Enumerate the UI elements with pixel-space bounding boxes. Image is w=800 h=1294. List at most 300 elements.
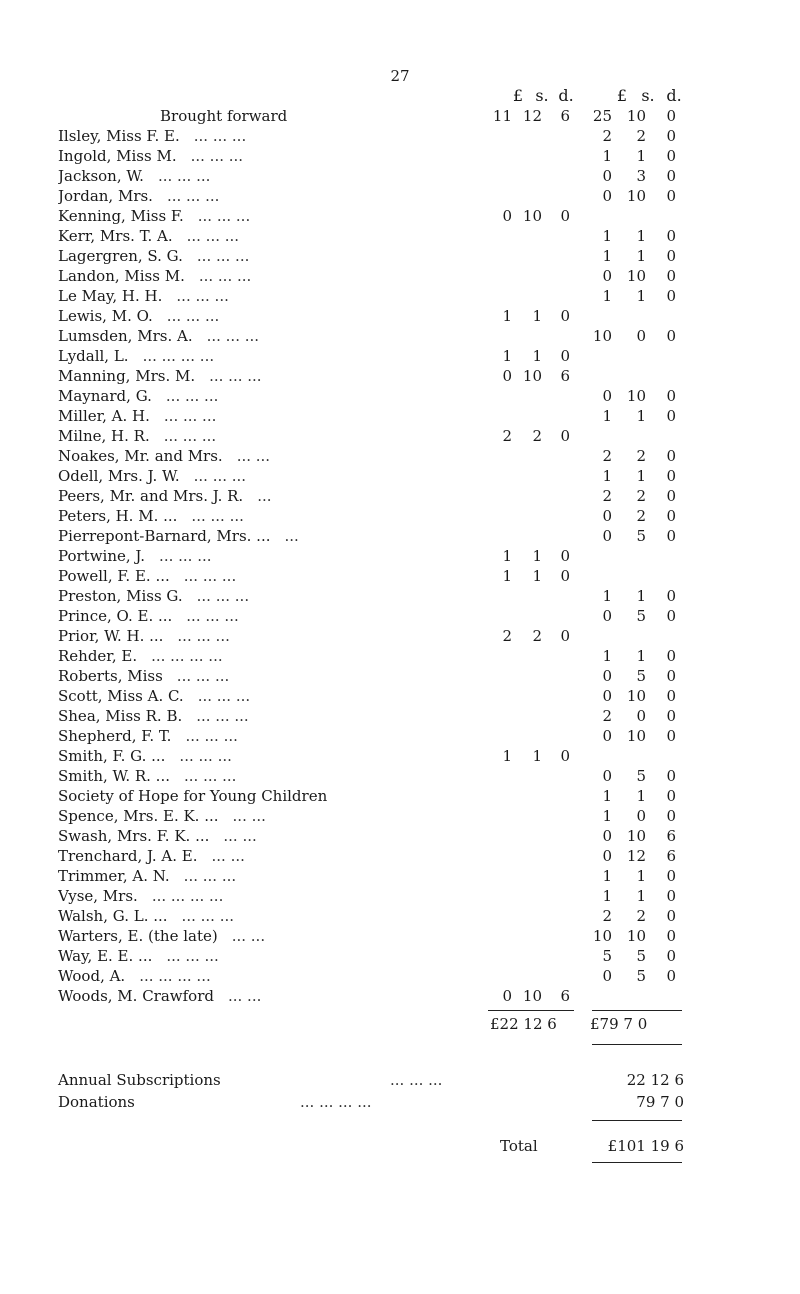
leader-dots: ... ... ... ...: [151, 647, 223, 665]
amount-c2-pence: 0: [666, 247, 676, 265]
subscriber-name: [58, 306, 598, 326]
amount-c2-shillings: 1: [636, 787, 646, 805]
amount-c2-shillings: 3: [636, 167, 646, 185]
subscriber-name-text: Prince, O. E. ...: [58, 607, 173, 625]
amount-c2-shillings: 1: [636, 247, 646, 265]
subscriber-name: [58, 326, 598, 346]
amount-c1-pence: 6: [560, 987, 570, 1005]
amount-c2-pounds: 1: [602, 867, 612, 885]
amount-c2-pounds: 1: [602, 227, 612, 245]
amount-c1-pounds: 1: [502, 567, 512, 585]
amount-c2-pence: 0: [666, 507, 676, 525]
amount-c1-shillings: 10: [522, 987, 542, 1005]
amount-c1-shillings: 1: [532, 567, 542, 585]
bf-pounds-1: 11: [492, 107, 512, 125]
leader-dots: ... ... ...: [191, 507, 244, 525]
amount-c2-pence: 0: [666, 887, 676, 905]
subscriber-row: [0, 226, 800, 246]
subscriber-row: [0, 786, 800, 806]
subscriber-name: [58, 746, 598, 766]
subscriber-name: [58, 806, 598, 826]
subscriber-name-text: Lagergren, S. G.: [58, 247, 183, 265]
subscriber-name: [58, 786, 598, 806]
subscriber-name: [58, 466, 598, 486]
subscriber-name: [58, 566, 598, 586]
amount-c2-shillings: 1: [636, 867, 646, 885]
subscriber-name-text: Smith, F. G. ...: [58, 747, 166, 765]
subscriber-row: [0, 746, 800, 766]
leader-dots: ... ... ...: [163, 427, 217, 445]
subscriber-name-text: Jordan, Mrs.: [58, 187, 153, 205]
subscriber-name-text: Rehder, E.: [58, 647, 138, 665]
leader-dots: ... ... ... ...: [142, 347, 215, 365]
subscriber-name: [58, 586, 598, 606]
amount-c2-pence: 0: [666, 327, 676, 345]
amount-c1-shillings: 2: [532, 627, 542, 645]
bf-pence-2: 0: [666, 107, 676, 125]
subscriber-name-text: Warters, E. (the late): [58, 927, 218, 945]
amount-c2-pounds: 1: [602, 587, 612, 605]
amount-c2-pence: 6: [666, 827, 676, 845]
summary-dots-subscriptions: ... ... ...: [390, 1071, 443, 1089]
amount-c1-pounds: 0: [502, 987, 512, 1005]
subscriber-name-text: Noakes, Mr. and Mrs.: [58, 447, 223, 465]
leader-dots: ... ...: [211, 847, 245, 865]
subscriber-name: [58, 186, 598, 206]
amount-c2-pounds: 1: [602, 287, 612, 305]
subscriber-row: [0, 446, 800, 466]
subscriber-name-text: Spence, Mrs. E. K. ...: [58, 807, 219, 825]
amount-c1-pence: 0: [560, 747, 570, 765]
header-pounds-2: £: [616, 86, 628, 105]
leader-dots: ... ... ...: [190, 147, 244, 165]
summary-amount-donations: 79 7 0: [636, 1093, 684, 1111]
leader-dots: ... ... ...: [193, 127, 247, 145]
amount-c1-pounds: 2: [502, 427, 512, 445]
amount-c2-pounds: 10: [592, 927, 612, 945]
amount-c1-shillings: 10: [522, 207, 542, 225]
subscriber-name-text: Preston, Miss G.: [58, 587, 183, 605]
amount-c2-pence: 6: [666, 847, 676, 865]
amount-c2-shillings: 1: [636, 147, 646, 165]
amount-c2-pence: 0: [666, 807, 676, 825]
subscriber-name: [58, 226, 598, 246]
amount-c2-shillings: 5: [636, 947, 646, 965]
amount-c1-pence: 0: [560, 347, 570, 365]
subscriber-row: [0, 246, 800, 266]
leader-dots: ... ... ...: [185, 727, 238, 745]
subscriber-name: [58, 606, 598, 626]
amount-c2-shillings: 1: [636, 467, 646, 485]
subscriber-name: [58, 166, 598, 186]
amount-c2-pence: 0: [666, 967, 676, 985]
subscriber-name-text: Society of Hope for Young Children: [58, 787, 328, 805]
bf-shillings-1: 12: [522, 107, 542, 125]
amount-c2-pounds: 0: [602, 387, 612, 405]
subscriber-name: [58, 146, 598, 166]
amount-c2-pence: 0: [666, 447, 676, 465]
subscriber-row: [0, 506, 800, 526]
subscriber-name: [58, 246, 598, 266]
bf-shillings-2: 10: [626, 107, 646, 125]
subscriber-name: [58, 706, 598, 726]
subscriber-row: [0, 546, 800, 566]
subscriber-name: [58, 926, 598, 946]
amount-c2-pence: 0: [666, 947, 676, 965]
subscriber-name: [58, 646, 598, 666]
amount-c2-shillings: 5: [636, 607, 646, 625]
amount-c1-pounds: 1: [502, 347, 512, 365]
amount-c2-pounds: 0: [602, 687, 612, 705]
amount-c2-pounds: 1: [602, 247, 612, 265]
subscriber-row: [0, 726, 800, 746]
amount-c2-pence: 0: [666, 927, 676, 945]
amount-c2-pence: 0: [666, 667, 676, 685]
amount-c2-pounds: 2: [602, 707, 612, 725]
amount-c2-pence: 0: [666, 787, 676, 805]
amount-c1-pence: 0: [560, 427, 570, 445]
subscriber-name-text: Smith, W. R. ...: [58, 767, 170, 785]
amount-c1-pounds: 0: [502, 207, 512, 225]
subscriber-name-text: Lewis, M. O.: [58, 307, 153, 325]
column-totals-row: [0, 1014, 800, 1036]
header-shillings-1: s.: [535, 86, 549, 105]
amount-c2-shillings: 5: [636, 667, 646, 685]
amount-c2-pounds: 5: [602, 947, 612, 965]
subscriber-row: [0, 866, 800, 886]
subscriber-name-text: Peters, H. M. ...: [58, 507, 178, 525]
subscriber-name-text: Way, E. E. ...: [58, 947, 153, 965]
column-2-total-rule: [592, 1010, 682, 1011]
subscriber-name-text: Trimmer, A. N.: [58, 867, 170, 885]
subscriber-row: [0, 806, 800, 826]
amount-c2-pounds: 0: [602, 727, 612, 745]
amount-c2-pence: 0: [666, 867, 676, 885]
leader-dots: ... ... ...: [157, 167, 211, 185]
amount-c2-shillings: 10: [626, 827, 646, 845]
amount-c2-pence: 0: [666, 267, 676, 285]
amount-c2-shillings: 2: [636, 507, 646, 525]
subscriber-name-text: Miller, A. H.: [58, 407, 150, 425]
amount-c1-pounds: 1: [502, 747, 512, 765]
subscriber-name-text: Portwine, J.: [58, 547, 146, 565]
amount-c2-shillings: 2: [636, 907, 646, 925]
subscriber-row: [0, 426, 800, 446]
subscriber-name-text: Pierrepont-Barnard, Mrs. ...: [58, 527, 271, 545]
amount-c2-pounds: 0: [602, 667, 612, 685]
grand-total-row: [0, 1136, 800, 1158]
subscriber-row: [0, 186, 800, 206]
subscriber-name: [58, 966, 598, 986]
subscriber-name: [58, 686, 598, 706]
subscriber-name: [58, 426, 598, 446]
subscriber-row: [0, 306, 800, 326]
column-header: [0, 86, 800, 108]
amount-c1-pence: 0: [560, 567, 570, 585]
amount-c1-pounds: 1: [502, 547, 512, 565]
subscriber-row: [0, 846, 800, 866]
subscriber-name-text: Woods, M. Crawford: [58, 987, 214, 1005]
amount-c2-pounds: 0: [602, 187, 612, 205]
subscriber-row: [0, 126, 800, 146]
leader-dots: ... ... ...: [198, 267, 252, 285]
column-1-total: £22 12 6: [490, 1015, 557, 1033]
brought-forward-row: [0, 106, 800, 126]
amount-c2-shillings: 10: [626, 187, 646, 205]
leader-dots: ... ... ...: [176, 667, 230, 685]
subscriber-name: [58, 906, 598, 926]
subscriber-row: [0, 266, 800, 286]
subscriber-row: [0, 526, 800, 546]
amount-c2-pounds: 2: [602, 127, 612, 145]
subscriber-row: [0, 406, 800, 426]
amount-c2-pounds: 2: [602, 487, 612, 505]
subscriber-row: [0, 146, 800, 166]
amount-c2-pence: 0: [666, 387, 676, 405]
subscriber-name-text: Swash, Mrs. F. K. ...: [58, 827, 210, 845]
amount-c1-pounds: 0: [502, 367, 512, 385]
subscriber-row: [0, 606, 800, 626]
subscriber-row: [0, 566, 800, 586]
subscriber-name: [58, 366, 598, 386]
amount-c2-shillings: 1: [636, 887, 646, 905]
amount-c2-shillings: 10: [626, 687, 646, 705]
amount-c2-pence: 0: [666, 227, 676, 245]
subscriber-row: [0, 486, 800, 506]
amount-c1-pence: 0: [560, 547, 570, 565]
subscriber-row: [0, 686, 800, 706]
amount-c2-pounds: 0: [602, 767, 612, 785]
subscriber-name-text: Wood, A.: [58, 967, 126, 985]
leader-dots: ... ...: [231, 927, 266, 945]
summary-label-donations: Donations: [58, 1093, 135, 1111]
subscriber-row: [0, 386, 800, 406]
leader-dots: ... ... ...: [177, 627, 230, 645]
amount-c2-pounds: 0: [602, 847, 612, 865]
subscriber-name: [58, 266, 598, 286]
header-pounds-1: £: [512, 86, 524, 105]
page-number: 27: [390, 67, 410, 85]
subscriber-name: [58, 546, 598, 566]
leader-dots: ... ... ...: [165, 387, 219, 405]
leader-dots: ... ... ...: [197, 687, 251, 705]
subscriber-name-text: Le May, H. H.: [58, 287, 163, 305]
subscriber-name: [58, 986, 598, 1006]
leader-dots: ... ... ...: [186, 227, 240, 245]
leader-dots: ... ... ... ...: [139, 967, 211, 985]
subscriber-row: [0, 926, 800, 946]
subscriber-name: [58, 626, 598, 646]
leader-dots: ... ... ...: [196, 587, 250, 605]
amount-c2-pounds: 0: [602, 607, 612, 625]
amount-c2-pounds: 1: [602, 467, 612, 485]
leader-dots: ... ...: [227, 987, 262, 1005]
subscriber-name-text: Prior, W. H. ...: [58, 627, 164, 645]
leader-dots: ... ... ...: [166, 947, 219, 965]
subscriber-name-text: Peers, Mr. and Mrs. J. R.: [58, 487, 244, 505]
amount-c2-pence: 0: [666, 187, 676, 205]
amount-c2-pounds: 0: [602, 827, 612, 845]
subscriber-name-text: Landon, Miss M.: [58, 267, 185, 285]
grand-total-under-rule: [592, 1162, 682, 1163]
leader-dots: ... ... ...: [176, 287, 229, 305]
amount-c1-pounds: 2: [502, 627, 512, 645]
subscriber-name-text: Shea, Miss R. B.: [58, 707, 183, 725]
amount-c2-shillings: 5: [636, 527, 646, 545]
amount-c1-shillings: 1: [532, 747, 542, 765]
subscriber-name-text: Roberts, Miss: [58, 667, 163, 685]
amount-c2-shillings: 1: [636, 287, 646, 305]
amount-c2-shillings: 12: [626, 847, 646, 865]
amount-c1-pence: 0: [560, 627, 570, 645]
summary-row-subscriptions: [0, 1070, 800, 1092]
subscriber-name-text: Powell, F. E. ...: [58, 567, 170, 585]
amount-c2-pence: 0: [666, 527, 676, 545]
leader-dots: ... ... ...: [196, 707, 249, 725]
summary-dots-donations: ... ... ... ...: [300, 1093, 372, 1111]
amount-c2-pence: 0: [666, 607, 676, 625]
subscriber-row: [0, 626, 800, 646]
subscriber-name: [58, 946, 598, 966]
amount-c2-pence: 0: [666, 707, 676, 725]
subscriber-name: [58, 866, 598, 886]
amount-c2-pence: 0: [666, 587, 676, 605]
leader-dots: ... ... ...: [206, 327, 260, 345]
amount-c2-shillings: 1: [636, 647, 646, 665]
grand-total-rule: [592, 1120, 682, 1121]
column-2-under-rule: [592, 1044, 682, 1045]
subscriber-name-text: Shepherd, F. T.: [58, 727, 172, 745]
subscriber-name: [58, 286, 598, 306]
amount-c2-pounds: 1: [602, 887, 612, 905]
amount-c1-shillings: 2: [532, 427, 542, 445]
leader-dots: ... ... ...: [179, 747, 232, 765]
amount-c2-shillings: 1: [636, 587, 646, 605]
amount-c2-shillings: 0: [636, 807, 646, 825]
summary-amount-subscriptions: 22 12 6: [626, 1071, 684, 1089]
amount-c2-shillings: 0: [636, 327, 646, 345]
leader-dots: ... ... ...: [184, 767, 237, 785]
subscriber-row: [0, 346, 800, 366]
subscriber-row: [0, 946, 800, 966]
subscriber-row: [0, 826, 800, 846]
amount-c2-shillings: 5: [636, 967, 646, 985]
amount-c2-pounds: 2: [602, 447, 612, 465]
leader-dots: ... ... ...: [186, 607, 239, 625]
amount-c1-pence: 0: [560, 307, 570, 325]
amount-c2-shillings: 10: [626, 927, 646, 945]
amount-c2-shillings: 10: [626, 727, 646, 745]
leader-dots: ... ... ...: [193, 467, 247, 485]
amount-c2-pence: 0: [666, 287, 676, 305]
amount-c2-pounds: 1: [602, 787, 612, 805]
amount-c2-pounds: 0: [602, 267, 612, 285]
subscriber-name-text: Maynard, G.: [58, 387, 152, 405]
amount-c2-shillings: 2: [636, 447, 646, 465]
subscriber-name: [58, 666, 598, 686]
subscriber-name-text: Lumsden, Mrs. A.: [58, 327, 193, 345]
leader-dots: ... ...: [223, 827, 257, 845]
subscriber-name-text: Trenchard, J. A. E.: [58, 847, 198, 865]
amount-c2-pence: 0: [666, 907, 676, 925]
column-2-total: £79 7 0: [590, 1015, 648, 1033]
amount-c1-pence: 6: [560, 367, 570, 385]
subscriber-name: [58, 446, 598, 466]
amount-c2-pence: 0: [666, 467, 676, 485]
subscriber-row: [0, 886, 800, 906]
amount-c2-pence: 0: [666, 767, 676, 785]
subscriber-name-text: Scott, Miss A. C.: [58, 687, 184, 705]
header-shillings-2: s.: [641, 86, 655, 105]
amount-c2-pence: 0: [666, 487, 676, 505]
amount-c2-shillings: 10: [626, 387, 646, 405]
leader-dots: ... ...: [232, 807, 266, 825]
amount-c2-pounds: 2: [602, 907, 612, 925]
header-pence-1: d.: [558, 86, 574, 105]
subscriber-name-text: Ilsley, Miss F. E.: [58, 127, 180, 145]
subscriber-row: [0, 646, 800, 666]
amount-c1-shillings: 1: [532, 347, 542, 365]
amount-c2-pounds: 0: [602, 527, 612, 545]
subscriber-name-text: Jackson, W.: [58, 167, 144, 185]
leader-dots: ... ... ...: [197, 207, 251, 225]
subscriber-row: [0, 966, 800, 986]
amount-c2-pence: 0: [666, 147, 676, 165]
subscriber-name: [58, 766, 598, 786]
subscriber-name-text: Vyse, Mrs.: [58, 887, 138, 905]
subscriber-name-text: Milne, H. R.: [58, 427, 150, 445]
subscriber-name-text: Ingold, Miss M.: [58, 147, 177, 165]
leader-dots: ... ... ...: [159, 547, 212, 565]
amount-c2-shillings: 2: [636, 127, 646, 145]
leader-dots: ... ... ...: [163, 407, 217, 425]
subscriber-name-text: Kerr, Mrs. T. A.: [58, 227, 173, 245]
leader-dots: ... ... ...: [196, 247, 250, 265]
subscriber-name-text: Walsh, G. L. ...: [58, 907, 168, 925]
subscriber-name: [58, 506, 598, 526]
amount-c1-shillings: 1: [532, 547, 542, 565]
subscriber-row: [0, 286, 800, 306]
leader-dots: ... ... ...: [166, 307, 220, 325]
subscriber-name: [58, 346, 598, 366]
subscriber-name: [58, 526, 598, 546]
subscriber-row: [0, 166, 800, 186]
amount-c1-pounds: 1: [502, 307, 512, 325]
amount-c1-shillings: 10: [522, 367, 542, 385]
amount-c2-pounds: 0: [602, 507, 612, 525]
subscriber-name-text: Odell, Mrs. J. W.: [58, 467, 180, 485]
subscriber-name: [58, 486, 598, 506]
subscriber-name-text: Lydall, L.: [58, 347, 129, 365]
leader-dots: ... ...: [236, 447, 271, 465]
bf-pounds-2: 25: [592, 107, 612, 125]
leader-dots: ... ... ...: [209, 367, 262, 385]
subscriber-name: [58, 846, 598, 866]
subscriber-row: [0, 586, 800, 606]
grand-total-amount: £101 19 6: [607, 1137, 684, 1155]
amount-c2-pounds: 1: [602, 407, 612, 425]
amount-c2-pounds: 10: [592, 327, 612, 345]
subscriber-row: [0, 466, 800, 486]
column-1-total-rule: [488, 1010, 574, 1011]
subscriber-row: [0, 206, 800, 226]
amount-c2-pounds: 0: [602, 967, 612, 985]
amount-c2-shillings: 1: [636, 407, 646, 425]
amount-c2-pence: 0: [666, 727, 676, 745]
subscriber-row: [0, 906, 800, 926]
leader-dots: ... ... ... ...: [151, 887, 224, 905]
subscriber-name: [58, 826, 598, 846]
